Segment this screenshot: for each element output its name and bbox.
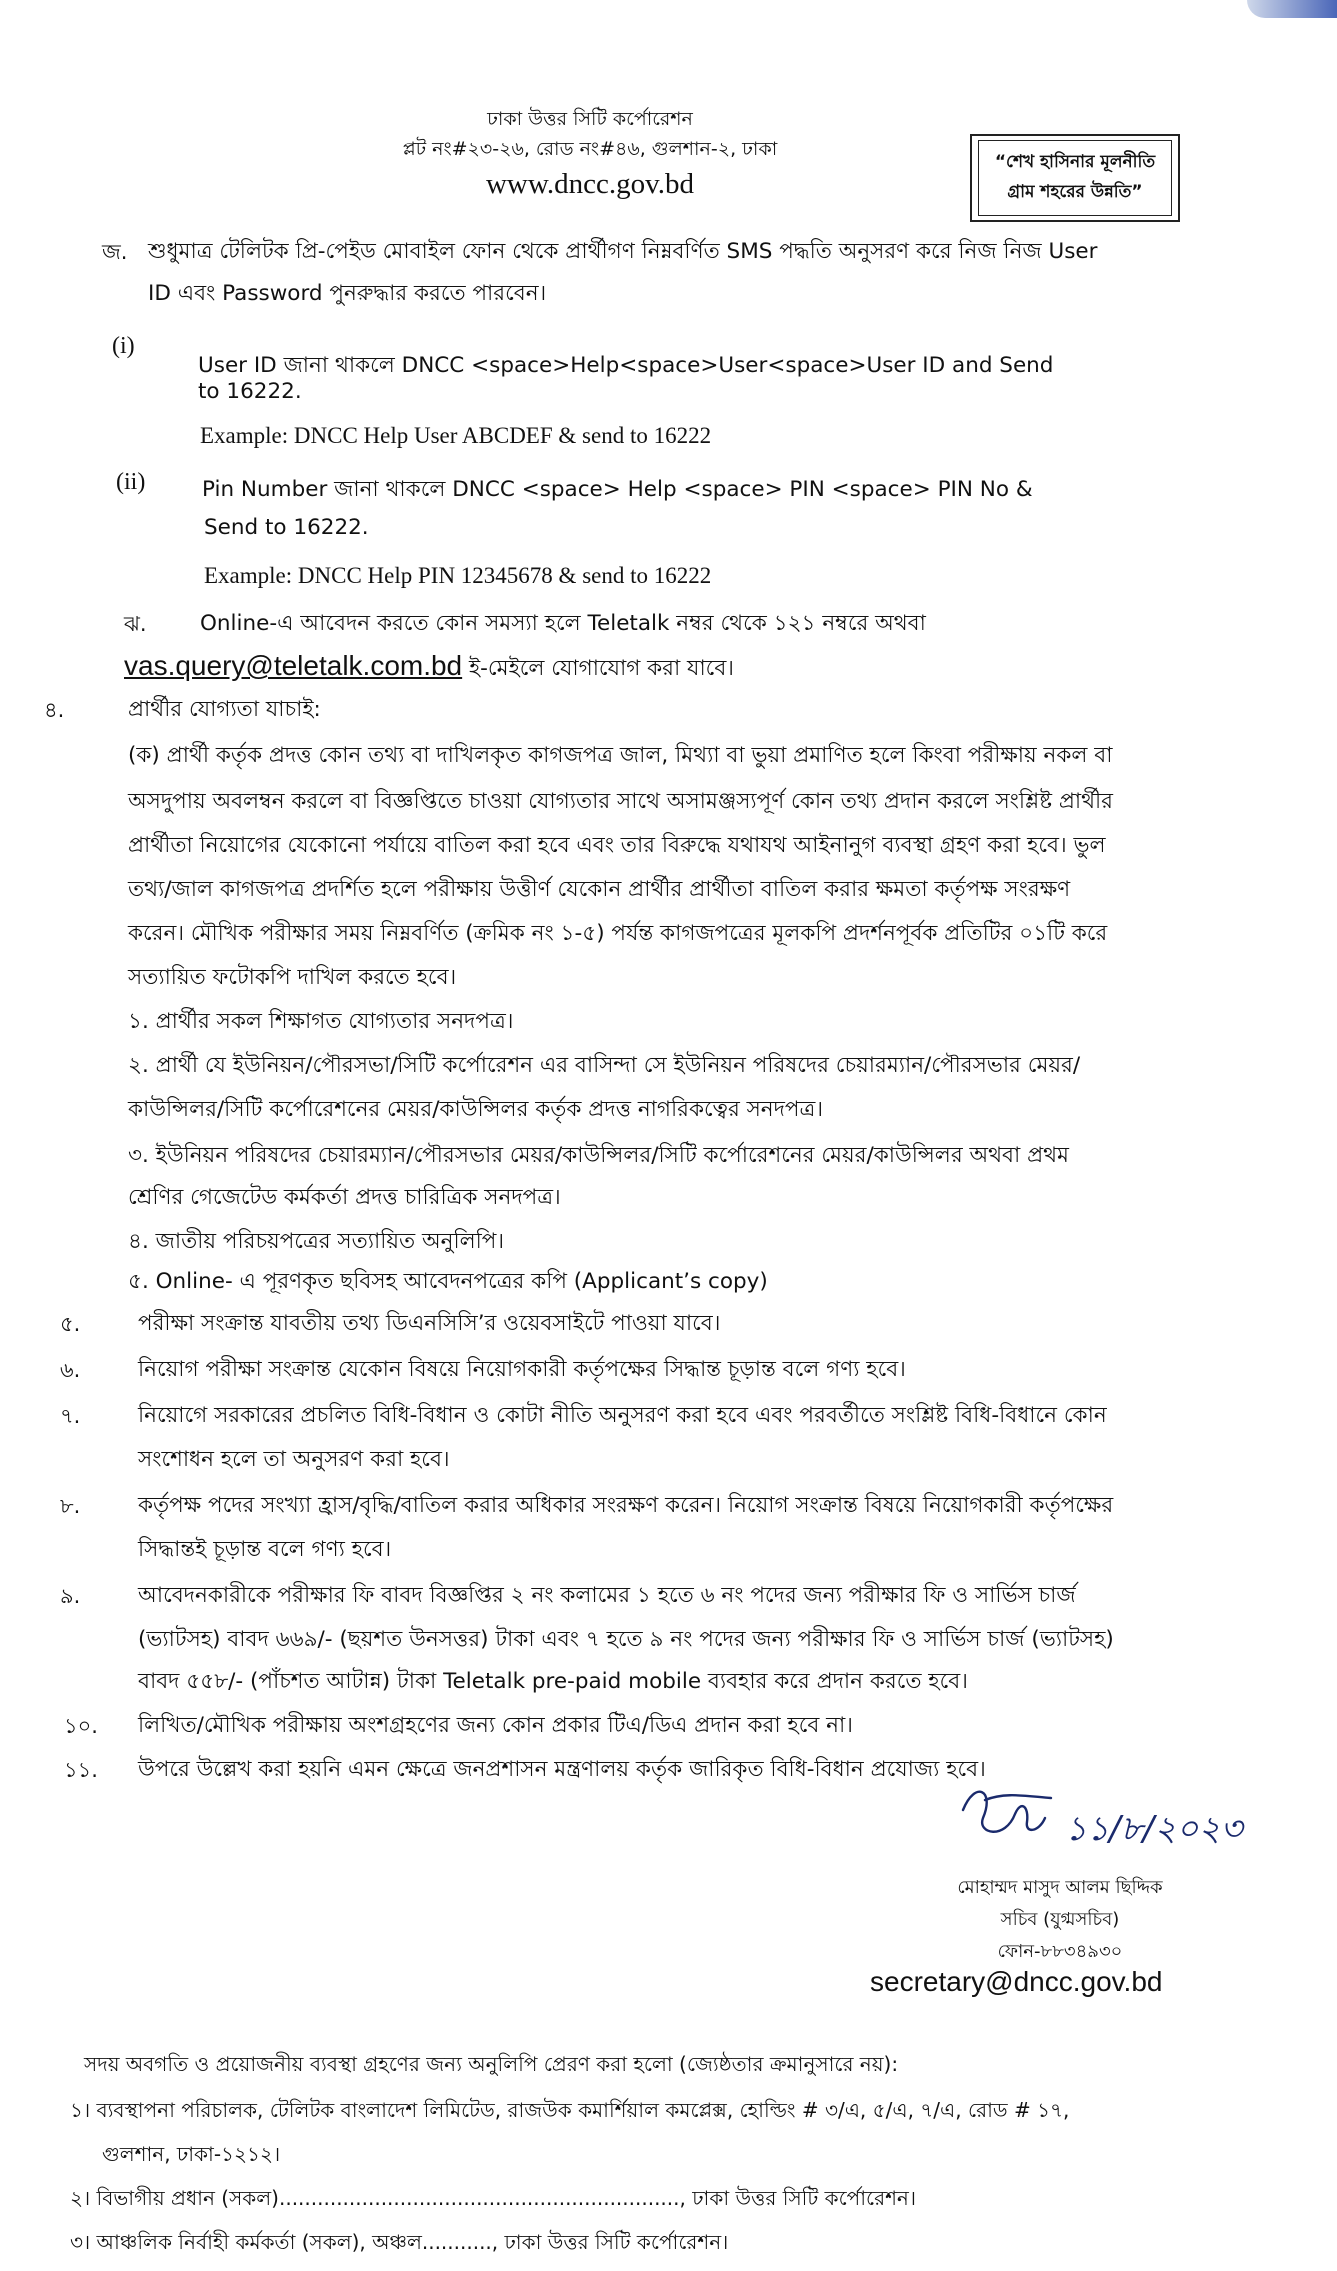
letterhead <box>380 104 800 204</box>
sms-item-ii-line-1: Pin Number জানা থাকলে DNCC <space> Help <space> PIN <space> PIN No & <box>202 477 1033 502</box>
online-line-2-rest: ই-মেইলে যোগাযোগ করা যাবে। <box>468 656 734 681</box>
online-line-1: Online-এ আবেদন করতে কোন সমস্যা হলে Teletalk নম্বর থেকে ১২১ নম্বরে অথবা <box>200 611 926 636</box>
clause-line: পরীক্ষা সংক্রান্ত যাবতীয় তথ্য ডিএনসিসি’র ওয়েবসাইটে পাওয়া যাবে। <box>138 1311 721 1336</box>
clause-line: লিখিত/মৌখিক পরীক্ষায় অংশগ্রহণের জন্য কোন প্রকার টিএ/ডিএ প্রদান করা হবে না। <box>138 1713 853 1738</box>
slogan-box <box>970 134 1180 222</box>
cc-item-1-line-2: গুলশান, ঢাকা-১২১২। <box>102 2142 281 2166</box>
section-4-number: ৪. <box>44 698 65 722</box>
cc-item-2: ২। বিভাগীয় প্রধান (সকল)..............................................................., ঢাকা উত্তর সিটি কর্পোরেশন। <box>70 2186 916 2210</box>
clause-line: বাবদ ৫৫৮/- (পাঁচশত আটান্ন) টাকা Teletalk pre-paid mobile ব্যবহার করে প্রদান করতে হবে। <box>138 1669 968 1694</box>
sms-item-ii-label: (ii) <box>116 469 146 495</box>
clause-number: ১০. <box>64 1714 98 1738</box>
clause-line: উপরে উল্লেখ করা হয়নি এমন ক্ষেত্রে জনপ্রশাসন মন্ত্রণালয় কর্তৃক জারিকৃত বিধি-বিধান প্রযোজ্য হবে। <box>138 1757 986 1782</box>
clause-line: (ভ্যাটসহ) বাবদ ৬৬৯/- (ছয়শত উনসত্তর) টাকা এবং ৭ হতে ৯ নং পদের জন্য পরীক্ষার ফি ও সার্ভিস চার্জ (ভ্যাটসহ) <box>138 1627 1114 1652</box>
clause-line: সংশোধন হলে তা অনুসরণ করা হবে। <box>138 1447 450 1472</box>
online-line-2 <box>124 646 734 689</box>
online-section-label: ঝ. <box>124 612 147 636</box>
sms-section-label: জ. <box>102 240 128 264</box>
sms-item-i-line-1: User ID জানা থাকলে DNCC <space>Help<space>User<space>User ID and Send <box>198 353 1054 378</box>
section-4-ka-line-2: অসদুপায় অবলম্বন করলে বা বিজ্ঞপ্তিতে চাওয়া যোগ্যতার সাথে অসামঞ্জস্যপূর্ণ কোন তথ্য প্রদান করলে সংশ্লিষ্ট প্রার্থীর <box>128 789 1114 814</box>
clause-number: ৬. <box>60 1358 81 1382</box>
sms-item-i-label: (i) <box>112 333 135 359</box>
sms-intro-line-2: ID এবং Password পুনরুদ্ধার করতে পারবেন। <box>148 281 547 306</box>
secretary-email[interactable]: secretary@dncc.gov.bd <box>870 1966 1163 1997</box>
sms-item-ii-example: Example: DNCC Help PIN 12345678 & send to 16222 <box>204 563 712 588</box>
sms-item-ii-line-2: Send to 16222. <box>204 515 369 540</box>
section-4-ka-line-5: করেন। মৌখিক পরীক্ষার সময় নিম্নবর্ণিত (ক্রমিক নং ১-৫) পর্যন্ত কাগজপত্রের মূলকপি প্রদর্শনপূর্বক প্রতিটির ০১টি করে <box>128 921 1108 946</box>
section-4-item-2-line-2: কাউন্সিলর/সিটি কর্পোরেশনের মেয়র/কাউন্সিলর কর্তৃক প্রদত্ত নাগরিকত্বের সনদপত্র। <box>128 1097 824 1122</box>
cc-item-3: ৩। আঞ্চলিক নির্বাহী কর্মকর্তা (সকল), অঞ্চল..........., ঢাকা উত্তর সিটি কর্পোরেশন। <box>70 2230 729 2254</box>
section-4-ka-line-3: প্রার্থীতা নিয়োগের যেকোনো পর্যায়ে বাতিল করা হবে এবং তার বিরুদ্ধে যথাযথ আইনানুগ ব্যবস্থা গ্রহণ করা হবে। ভুল <box>128 833 1106 858</box>
clause-line: আবেদনকারীকে পরীক্ষার ফি বাবদ বিজ্ঞপ্তির ২ নং কলামের ১ হতে ৬ নং পদের জন্য পরীক্ষার ফি ও সার্ভিস চার্জ <box>138 1583 1076 1608</box>
signatory-designation: সচিব (যুগ্মসচিব) <box>1000 1909 1120 1930</box>
clause-line: নিয়োগ পরীক্ষা সংক্রান্ত যেকোন বিষয়ে নিয়োগকারী কর্তৃপক্ষের সিদ্ধান্ত চূড়ান্ত বলে গণ্য হবে। <box>138 1357 906 1382</box>
organization-website: www.dncc.gov.bd <box>485 168 695 200</box>
sms-item-i-line-2: to 16222. <box>198 379 302 404</box>
signatory-name: মোহাম্মদ মাসুদ আলম ছিদ্দিক <box>957 1877 1163 1898</box>
cc-item-1-line-1: ১। ব্যবস্থাপনা পরিচালক, টেলিটক বাংলাদেশ লিমিটেড, রাজউক কমার্শিয়াল কমপ্লেক্স, হোল্ডিং # ৩/এ, ৫/এ, ৭/এ, রোড # ১৭, <box>70 2098 1070 2122</box>
clause-line: কর্তৃপক্ষ পদের সংখ্যা হ্রাস/বৃদ্ধি/বাতিল করার অধিকার সংরক্ষণ করেন। নিয়োগ সংক্রান্ত বিষয়ে নিয়োগকারী কর্তৃপক্ষের <box>138 1493 1114 1518</box>
handwritten-date: ১১/৮/২০২৩ <box>1065 1809 1243 1849</box>
corner-stamp-mark <box>1247 0 1337 18</box>
section-4-item-1: ১. প্রার্থীর সকল শিক্ষাগত যোগ্যতার সনদপত্র। <box>128 1009 514 1034</box>
signatory-phone: ফোন-৮৮৩৪৯৩০ <box>997 1941 1123 1962</box>
clause-number: ৯. <box>60 1584 81 1608</box>
section-4-item-4: ৪. জাতীয় পরিচয়পত্রের সত্যায়িত অনুলিপি। <box>128 1229 505 1254</box>
section-4-item-3-line-2: শ্রেণির গেজেটেড কর্মকর্তা প্রদত্ত চারিত্রিক সনদপত্র। <box>128 1185 561 1210</box>
section-4-item-5: ৫. Online- এ পূরণকৃত ছবিসহ আবেদনপত্রের কপি (Applicant’s copy) <box>128 1269 768 1294</box>
clause-line: নিয়োগে সরকারের প্রচলিত বিধি-বিধান ও কোটা নীতি অনুসরণ করা হবে এবং পরবর্তীতে সংশ্লিষ্ট বিধি-বিধানে কোন <box>138 1403 1107 1428</box>
organization-name: ঢাকা উত্তর সিটি কর্পোরেশন <box>487 108 693 130</box>
section-4-ka-line-6: সত্যায়িত ফটোকপি দাখিল করতে হবে। <box>128 965 457 990</box>
section-4-item-3-line-1: ৩. ইউনিয়ন পরিষদের চেয়ারম্যান/পৌরসভার মেয়র/কাউন্সিলর/সিটি কর্পোরেশনের মেয়র/কাউন্সিলর অথবা প্রথম <box>128 1143 1069 1168</box>
clause-number: ৮. <box>60 1494 81 1518</box>
clause-number: ১১. <box>64 1758 98 1782</box>
teletalk-support-email[interactable]: vas.query@teletalk.com.bd <box>124 650 463 681</box>
slogan-line-1: “শেখ হাসিনার মূলনীতি <box>994 152 1156 172</box>
sms-intro-line-1: শুধুমাত্র টেলিটক প্রি-পেইড মোবাইল ফোন থেকে প্রার্থীগণ নিম্নবর্ণিত SMS পদ্ধতি অনুসরণ করে নিজ নিজ User <box>148 239 1098 264</box>
clause-line: সিদ্ধান্তই চূড়ান্ত বলে গণ্য হবে। <box>138 1537 392 1562</box>
slogan-line-2: গ্রাম শহরের উন্নতি” <box>1007 182 1143 202</box>
sms-item-i-example: Example: DNCC Help User ABCDEF & send to 16222 <box>200 423 712 448</box>
clause-number: ৭. <box>60 1404 81 1428</box>
cc-intro: সদয় অবগতি ও প্রয়োজনীয় ব্যবস্থা গ্রহণের জন্য অনুলিপি প্রেরণ করা হলো (জ্যেষ্ঠতার ক্রমানুসারে নয়): <box>84 2052 899 2076</box>
section-4-item-2-line-1: ২. প্রার্থী যে ইউনিয়ন/পৌরসভা/সিটি কর্পোরেশন এর বাসিন্দা সে ইউনিয়ন পরিষদের চেয়ারম্যান/পৌরসভার মেয়র/ <box>128 1053 1081 1078</box>
handwritten-signature <box>955 1770 1275 1860</box>
section-4-ka-line-1: (ক) প্রার্থী কর্তৃক প্রদত্ত কোন তথ্য বা দাখিলকৃত কাগজপত্র জাল, মিথ্যা বা ভুয়া প্রমাণিত হলে কিংবা পরীক্ষায় নকল বা <box>128 743 1113 768</box>
organization-address: প্লট নং#২৩-২৬, রোড নং#৪৬, গুলশান-২, ঢাকা <box>402 138 778 160</box>
clause-number: ৫. <box>60 1312 81 1336</box>
signatory-block <box>880 1872 1240 1968</box>
section-4-ka-line-4: তথ্য/জাল কাগজপত্র প্রদর্শিত হলে পরীক্ষায় উত্তীর্ণ যেকোন প্রার্থীর প্রার্থীতা বাতিল করার ক্ষমতা কর্তৃপক্ষ সংরক্ষণ <box>128 877 1071 902</box>
section-4-title: প্রার্থীর যোগ্যতা যাচাই: <box>128 697 321 722</box>
